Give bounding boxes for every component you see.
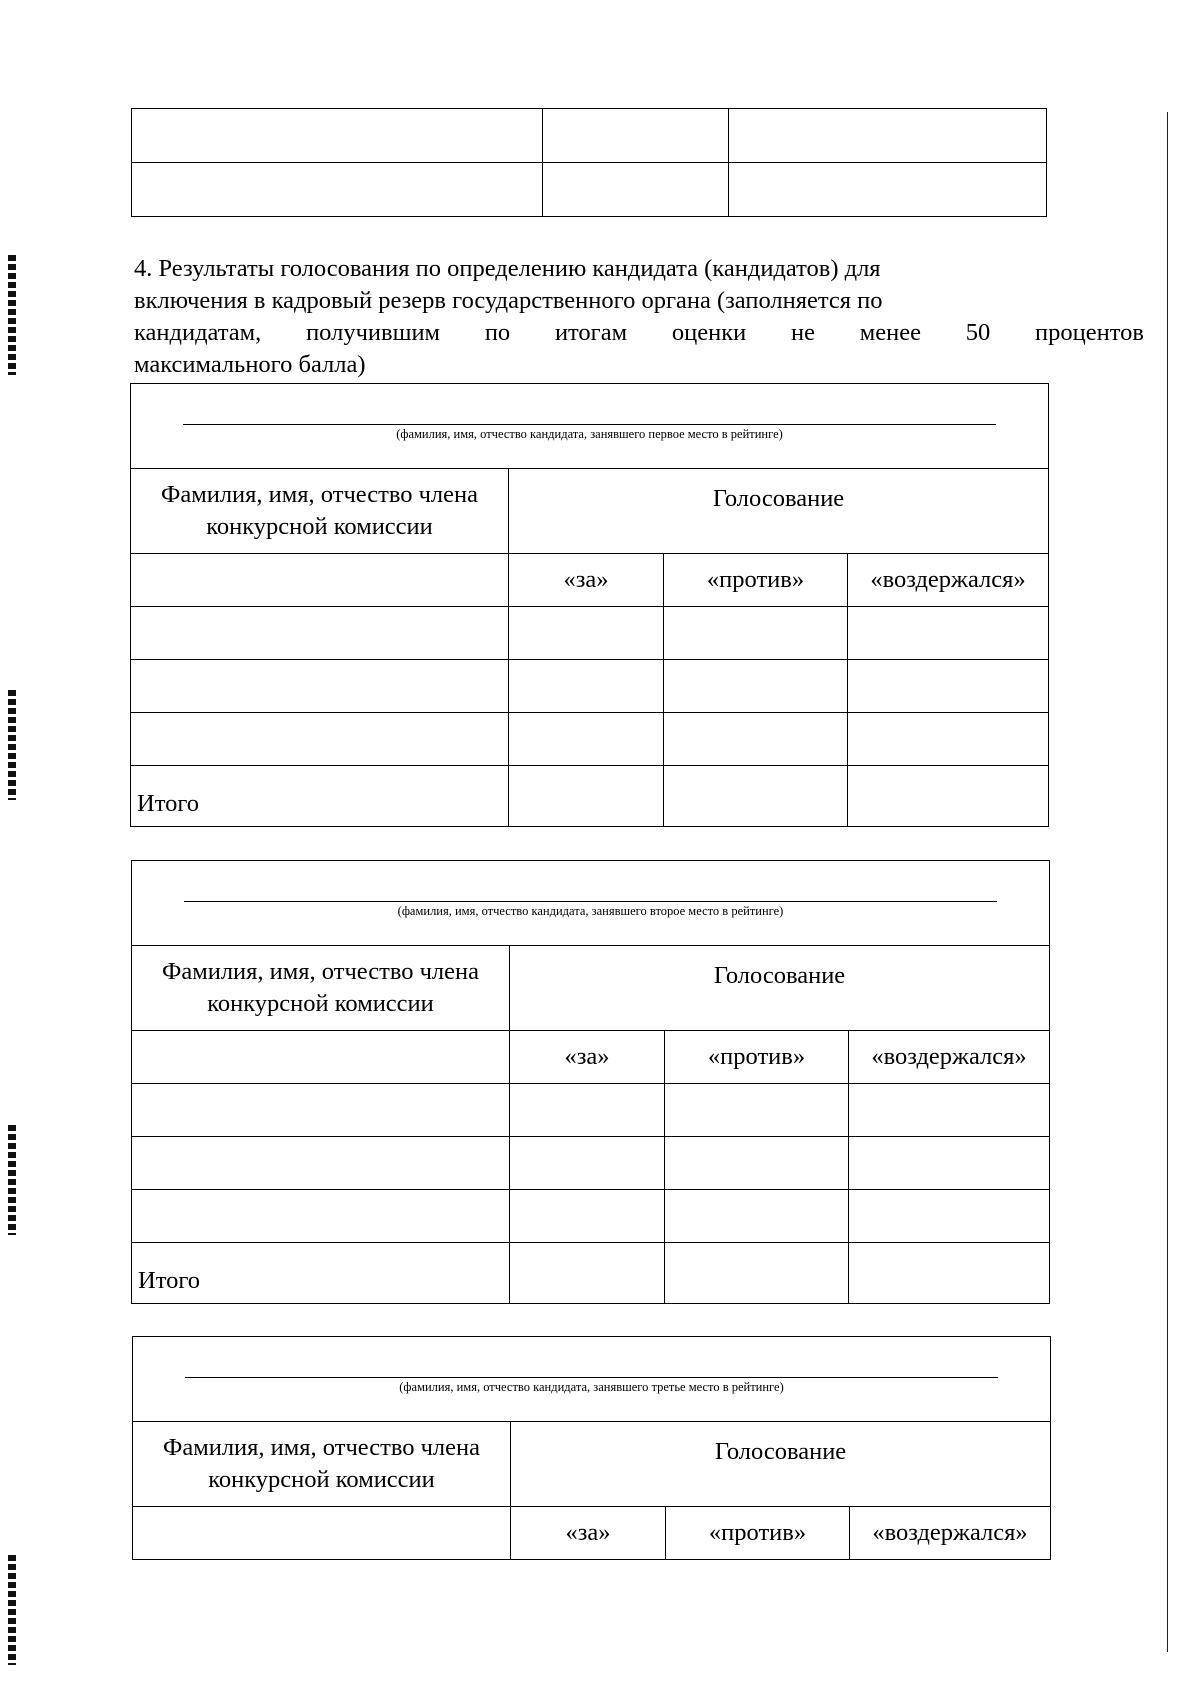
table-cell[interactable] (664, 713, 848, 766)
option-for: «за» (511, 1507, 666, 1560)
member-header: Фамилия, имя, отчество члена конкурсной комиссии (132, 946, 510, 1031)
table-cell[interactable] (132, 1190, 510, 1243)
candidate-name-line (183, 424, 996, 425)
word: не (791, 319, 815, 346)
voting-header: Голосование (509, 469, 1049, 554)
word: кандидатам, (134, 319, 262, 346)
table-row (131, 660, 1049, 713)
option-against: «против» (666, 1507, 850, 1560)
table-cell[interactable] (848, 607, 1049, 660)
vote-table-third-place (132, 1336, 1051, 1560)
table-cell[interactable] (849, 1137, 1050, 1190)
section-4-text (134, 253, 1144, 381)
scan-edge-mark (8, 690, 16, 800)
table-cell[interactable] (665, 1084, 849, 1137)
table-cell[interactable] (664, 607, 848, 660)
word: процентов (1035, 319, 1144, 346)
candidate-name-cell[interactable] (132, 861, 1050, 946)
voting-header: Голосование (510, 946, 1050, 1031)
table-cell[interactable] (509, 766, 664, 827)
table-cell[interactable] (509, 660, 664, 713)
option-against: «против» (664, 554, 848, 607)
table-row (132, 1243, 1050, 1304)
total-label: Итого (131, 766, 509, 827)
section-heading-line-4: максимального балла) (134, 351, 366, 378)
table-row (131, 766, 1049, 827)
table-row (132, 1190, 1050, 1243)
scan-margin-line (1167, 112, 1168, 1652)
table-row (132, 1137, 1050, 1190)
table-cell[interactable] (848, 766, 1049, 827)
option-for: «за» (510, 1031, 665, 1084)
table-cell[interactable] (132, 109, 543, 163)
option-for: «за» (509, 554, 664, 607)
table-cell[interactable] (664, 660, 848, 713)
table-cell[interactable] (131, 554, 509, 607)
table-row (131, 607, 1049, 660)
table-cell[interactable] (131, 660, 509, 713)
table-row (133, 1507, 1051, 1560)
total-label: Итого (132, 1243, 510, 1304)
vote-table-second-place (131, 860, 1050, 1304)
section-heading-line-2: включения в кадровый резерв государственного органа (заполняется по (134, 287, 883, 314)
candidate-caption: (фамилия, имя, отчество кандидата, занявшего второе место в рейтинге) (397, 904, 784, 918)
table-cell[interactable] (131, 607, 509, 660)
scan-edge-mark (8, 1125, 16, 1235)
table-cell[interactable] (848, 660, 1049, 713)
section-heading-line-1: 4. Результаты голосования по определению кандидата (кандидатов) для (134, 255, 881, 282)
table-cell[interactable] (729, 163, 1047, 217)
table-cell[interactable] (509, 713, 664, 766)
candidate-name-cell[interactable] (131, 384, 1049, 469)
table-cell[interactable] (510, 1084, 665, 1137)
table-cell[interactable] (133, 1507, 511, 1560)
word: менее (859, 319, 921, 346)
table-row (132, 1031, 1050, 1084)
top-empty-table (131, 108, 1047, 217)
word: оценки (671, 319, 747, 346)
table-row (132, 1084, 1050, 1137)
table-row (132, 861, 1050, 946)
table-row (131, 384, 1049, 469)
table-cell[interactable] (665, 1137, 849, 1190)
table-cell[interactable] (132, 1031, 510, 1084)
voting-header: Голосование (511, 1422, 1051, 1507)
table-cell[interactable] (848, 713, 1049, 766)
table-cell[interactable] (543, 163, 729, 217)
candidate-name-line (185, 1377, 998, 1378)
table-cell[interactable] (543, 109, 729, 163)
table-cell[interactable] (509, 607, 664, 660)
table-row (132, 109, 1047, 163)
member-header: Фамилия, имя, отчество члена конкурсной комиссии (131, 469, 509, 554)
table-cell[interactable] (132, 1137, 510, 1190)
table-cell[interactable] (510, 1137, 665, 1190)
table-row (133, 1422, 1051, 1507)
option-abstained: «воздержался» (850, 1507, 1051, 1560)
table-cell[interactable] (729, 109, 1047, 163)
table-row (133, 1337, 1051, 1422)
scan-edge-mark (8, 255, 16, 375)
table-row (132, 946, 1050, 1031)
table-cell[interactable] (510, 1190, 665, 1243)
option-abstained: «воздержался» (848, 554, 1049, 607)
table-cell[interactable] (510, 1243, 665, 1304)
scan-edge-mark (8, 1555, 16, 1665)
candidate-caption: (фамилия, имя, отчество кандидата, занявшего третье место в рейтинге) (399, 1380, 784, 1394)
table-cell[interactable] (849, 1084, 1050, 1137)
candidate-caption: (фамилия, имя, отчество кандидата, занявшего первое место в рейтинге) (396, 427, 783, 441)
member-header: Фамилия, имя, отчество члена конкурсной комиссии (133, 1422, 511, 1507)
table-cell[interactable] (665, 1243, 849, 1304)
table-row (131, 713, 1049, 766)
table-row (131, 554, 1049, 607)
table-cell[interactable] (132, 163, 543, 217)
word: 50 (965, 319, 991, 346)
vote-table-first-place (130, 383, 1049, 827)
table-cell[interactable] (849, 1190, 1050, 1243)
option-against: «против» (665, 1031, 849, 1084)
word: по (484, 319, 511, 346)
candidate-name-cell[interactable] (133, 1337, 1051, 1422)
table-cell[interactable] (665, 1190, 849, 1243)
table-cell[interactable] (132, 1084, 510, 1137)
section-heading-line-3 (134, 317, 1144, 349)
table-row (131, 469, 1049, 554)
table-cell[interactable] (131, 713, 509, 766)
table-row (132, 163, 1047, 217)
option-abstained: «воздержался» (849, 1031, 1050, 1084)
table-cell[interactable] (849, 1243, 1050, 1304)
table-cell[interactable] (664, 766, 848, 827)
word: получившим (306, 319, 441, 346)
candidate-name-line (184, 901, 997, 902)
word: итогам (554, 319, 628, 346)
